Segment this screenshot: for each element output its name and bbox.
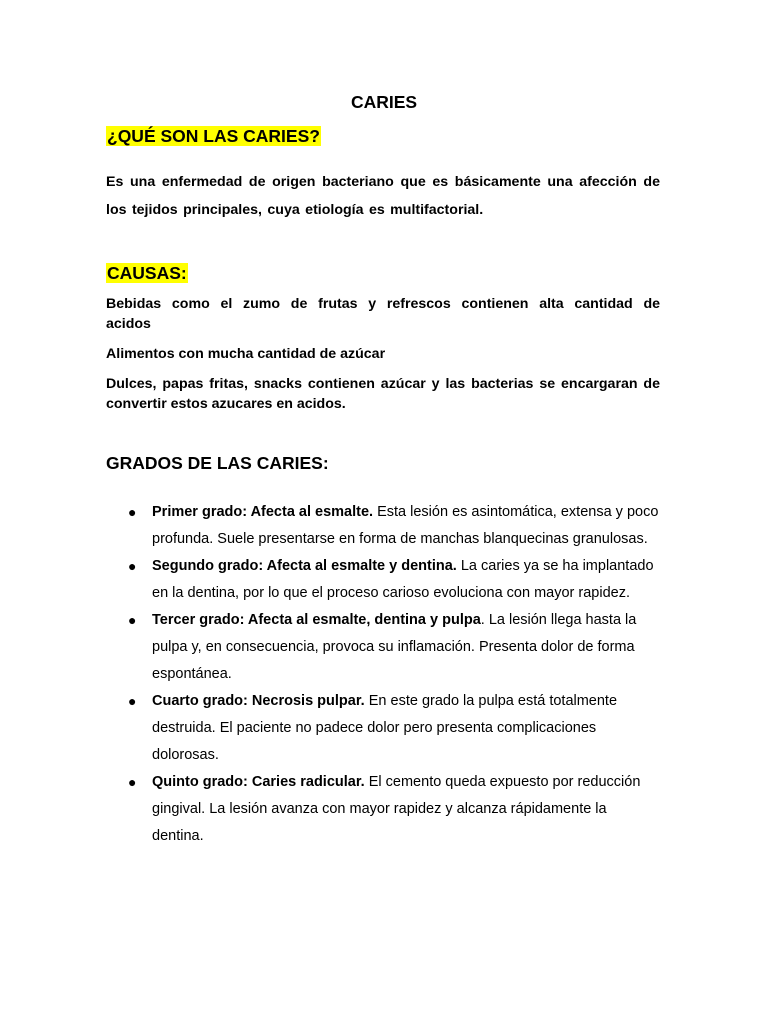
- list-item: [106, 688, 662, 769]
- grade-description: El cemento queda expuesto por reducción gingival. La lesión avanza con mayor rapidez y alcanza rápidamente la dentina.: [152, 774, 641, 844]
- bullet-icon: ●: [128, 558, 137, 574]
- list-item: [106, 499, 662, 553]
- list-item: [106, 769, 662, 850]
- document-title: CARIES: [350, 92, 418, 112]
- bullet-icon: ●: [128, 504, 137, 520]
- cause-item: Dulces, papas fritas, snacks contienen azúcar y las bacterias se encargaran de convertir estos azucares en acidos.: [106, 376, 660, 412]
- grade-label: Segundo grado: Afecta al esmalte y dentina.: [152, 558, 457, 574]
- highlighted-heading-text: ¿QUÉ SON LAS CARIES?: [107, 126, 320, 146]
- heading-grades: GRADOS DE LAS CARIES:: [106, 453, 329, 473]
- grade-description: La caries ya se ha implantado en la dentina, por lo que el proceso carioso evoluciona con mayor rapidez.: [152, 558, 654, 601]
- cause-item: Bebidas como el zumo de frutas y refrescos contienen alta cantidad de acidos: [106, 296, 660, 332]
- cause-item: Alimentos con mucha cantidad de azúcar: [106, 346, 386, 362]
- grade-label: Tercer grado: Afecta al esmalte, dentina y pulpa: [152, 612, 481, 628]
- bullet-icon: ●: [128, 693, 137, 709]
- grade-description: En este grado la pulpa está totalmente destruida. El paciente no padece dolor pero presenta complicaciones dolorosas.: [152, 693, 618, 763]
- bullet-icon: ●: [128, 774, 137, 790]
- grade-label: Cuarto grado: Necrosis pulpar.: [152, 693, 365, 709]
- heading-causes: [106, 262, 188, 284]
- grade-description: . La lesión llega hasta la pulpa y, en consecuencia, provoca su inflamación. Presenta dolor de forma espontánea.: [152, 612, 637, 682]
- bullet-icon: ●: [128, 612, 137, 628]
- grade-label: Primer grado: Afecta al esmalte.: [152, 504, 374, 520]
- highlighted-heading-text: CAUSAS:: [107, 263, 187, 283]
- grades-list: [106, 499, 666, 850]
- heading-what-are-caries: [106, 125, 321, 147]
- grade-label: Quinto grado: Caries radicular.: [152, 774, 365, 790]
- grade-description: Esta lesión es asintomática, extensa y poco profunda. Suele presentarse en forma de manchas blanquecinas granulosas.: [152, 504, 659, 547]
- list-item: [106, 553, 662, 607]
- list-item: [106, 607, 662, 688]
- definition-paragraph: Es una enfermedad de origen bacteriano que es básicamente una afección de los tejidos principales, cuya etiología es multifactorial.: [106, 174, 660, 218]
